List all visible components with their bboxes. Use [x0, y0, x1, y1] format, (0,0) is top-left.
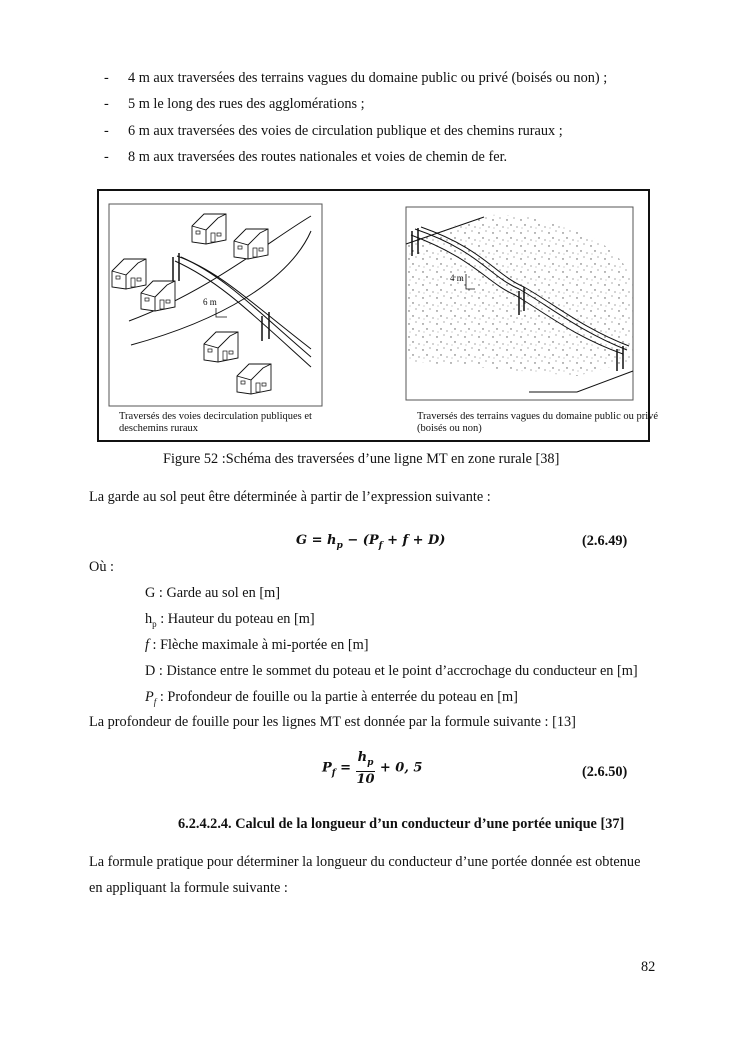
- clearance-label-4m: 4 m: [450, 273, 464, 283]
- bullet-item: 5 m le long des rues des agglomérations ;: [128, 96, 365, 112]
- paragraph-line: en appliquant la formule suivante :: [89, 880, 288, 896]
- right-panel: [406, 207, 633, 400]
- paragraph: La garde au sol peut être déterminée à partir de l’expression suivante :: [89, 489, 491, 505]
- definition-item: $h_p$ : Hauteur du poteau en [m]: [145, 611, 315, 629]
- page-number: 82: [641, 959, 656, 975]
- bullet-marker: -: [104, 149, 109, 165]
- paragraph: La profondeur de fouille pour les lignes MT est donnée par la formule suivante : [13]: [89, 714, 576, 730]
- right-caption-line: (boisés ou non): [417, 423, 482, 434]
- definition-item: G : Garde au sol en [m]: [145, 585, 280, 601]
- left-caption-line: Traversés des voies decirculation publiques et: [119, 411, 312, 422]
- equation-number: (2.6.50): [582, 764, 628, 780]
- figure-illustration: [99, 191, 648, 440]
- figure-caption: Figure 52 :Schéma des traversées d’une ligne MT en zone rurale [38]: [163, 451, 560, 467]
- right-caption-line: Traversés des terrains vagues du domaine public ou privé: [417, 411, 659, 422]
- definition-item: D : Distance entre le sommet du poteau et le point d’accrochage du conducteur en [m]: [145, 663, 638, 679]
- equation-number: (2.6.49): [582, 533, 628, 549]
- definition-item: f : Flèche maximale à mi-portée en [m]: [145, 637, 369, 653]
- definition-item: $P_f$ : Profondeur de fouille ou la partie à enterrée du poteau en [m]: [145, 689, 518, 707]
- section-heading: 6.2.4.2.4. Calcul de la longueur d’un conducteur d’une portée unique [37]: [178, 816, 625, 832]
- equation-2-6-50: $P_f$ = $\frac{h_p}{10}$ + 0, 5: [322, 750, 423, 787]
- bullet-marker: -: [104, 70, 109, 86]
- bullet-item: 4 m aux traversées des terrains vagues du domaine public ou privé (boisés ou non) ;: [128, 70, 608, 86]
- equation-2-6-49: $G = h_p - (P_f + f + D)$: [296, 533, 446, 551]
- bullet-item: 8 m aux traversées des routes nationales et voies de chemin de fer.: [128, 149, 508, 165]
- bullet-marker: -: [104, 96, 109, 112]
- bullet-marker: -: [104, 123, 109, 139]
- figure-crossings: [97, 189, 659, 442]
- bullet-item: 6 m aux traversées des voies de circulation publique et des chemins ruraux ;: [128, 123, 563, 139]
- left-caption-line: deschemins ruraux: [119, 423, 199, 434]
- paragraph-line: La formule pratique pour déterminer la longueur du conducteur d’une portée donnée est obtenue: [89, 854, 641, 870]
- clearance-label-6m: 6 m: [203, 297, 217, 307]
- where-label: Où :: [89, 559, 115, 575]
